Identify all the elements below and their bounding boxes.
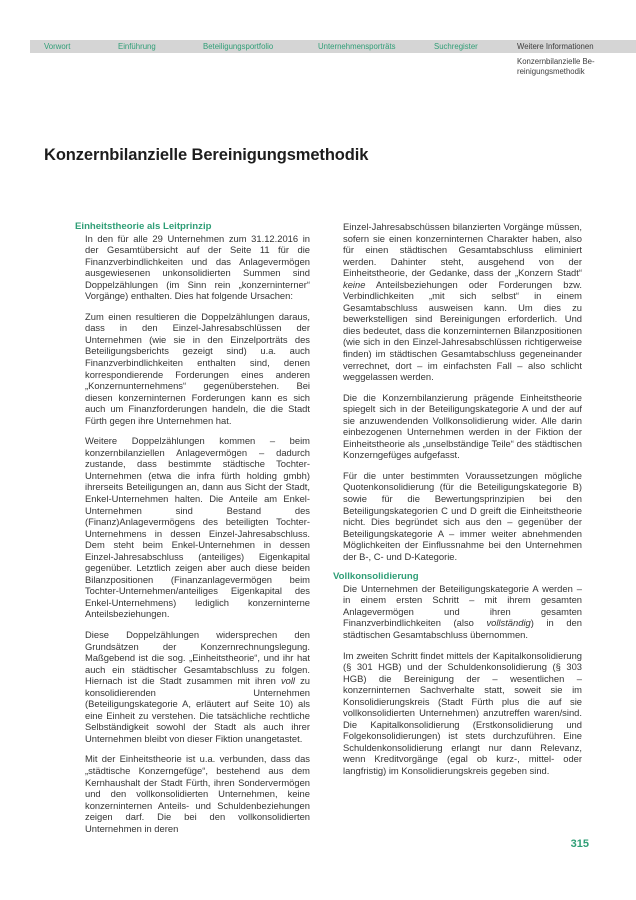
breadcrumb-line-1: Konzernbilanzielle Be- xyxy=(517,57,595,66)
body-paragraph: Für die unter bestimmten Voraussetzungen mögliche Quotenkonsolidierung (für die Beteiligungskategorie B) sowie für die Bewertungsprinzipien bei den Beteiligungskategorien C und D greift die Einheitstheorie nicht. Dies begründet sich aus den – gegenüber der Beteiligungskategorie A – immer weiter abnehmenden Möglichkeiten der Einflussnahme bei den Unternehmen der B-, C- und D-Kategorie. xyxy=(343,469,582,562)
right-column xyxy=(333,221,582,843)
text-columns xyxy=(75,221,582,843)
body-paragraph: Zum einen resultieren die Doppelzählungen daraus, dass in den Einzel-Jahresabschlüssen der Unternehmen (wie sie in den Einzelporträts des Beteiligungsberichts gezeigt sind) u.a. auch Finanzverbindlichkeiten enthalten sind, denen korrespondierende Forderungen eines anderen „Konzernunternehmens“ gegenüberstehen. Bei diesen konzerninternen Forderungen kann es sich auch um Finanzforderungen handeln, die die Stadt Fürth gegen ihre Unternehmen hat. xyxy=(85,310,310,426)
body-paragraph: Die die Konzernbilanzierung prägende Einheitstheorie spiegelt sich in der Beteiligungskategorie A und der auf sie anzuwendenden Vollkonsolidierung wider. Alle darin einbezogenen Unternehmen werden in der Fiktion der Einheitstheorie als „unselbständige Teile“ des städtischen Konzerngefüges aufgefasst. xyxy=(343,391,582,461)
nav-item-beteiligungsportfolio[interactable]: Beteiligungsportfolio xyxy=(203,42,274,51)
heading-einheitstheorie: Einheitstheorie als Leitprinzip xyxy=(75,221,212,232)
page-title: Konzernbilanzielle Bereinigungsmethodik xyxy=(44,146,369,164)
left-column xyxy=(75,221,310,843)
nav-item-vorwort[interactable]: Vorwort xyxy=(44,42,71,51)
body-paragraph: Mit der Einheitstheorie ist u.a. verbunden, dass das „städtische Konzerngefüge“, bestehend aus dem Kernhaushalt der Stadt Fürth, ihren Sondervermögen und den vollkonsolidierten Unternehmen, keine konzerninternen Anteils- und Schuldenbeziehungen zeigen darf. Die bei den vollkonsolidierten Unternehmen in deren xyxy=(85,753,310,834)
body-paragraph: Einzel-Jahresabschüssen bilanzierten Vorgänge müssen, sofern sie einen konzerninternen Charakter haben, also für einen städtischen Gesamtabschluss eliminiert werden. Dahinter steht, ausgehend von der Einheitstheorie, der Gedanke, dass der „Konzern Stadt“ keine Anteilsbeziehungen oder Forderungen bzw. Verbindlichkeiten „mit sich selbst“ in einem Gesamtabschluss ausweisen kann. Um dies zu bewerkstelligen sind Bereinigungen erforderlich. Und dies bedeutet, dass die konzerninternen Bilanzpositionen (wie sich in den Einzel-Jahresabschlüssen richtigerweise finden) im städtischen Gesamtabschluss gegeneinander verrechnet, dort – im einfachsten Fall – also schlicht weggelassen werden. xyxy=(343,221,582,383)
body-paragraph: Im zweiten Schritt findet mittels der Kapitalkonsolidierung (§ 301 HGB) und der Schuldenkonsolidierung (§ 303 HGB) die Bereinigung der – wesentlichen – konzerninternen Sachverhalte statt, soweit sie im Konsolidierungskreis (Stadt Fürth plus die auf sie vollkonsolidierten Unternehmen) anzutreffen waren/sind. Die Kapitalkonsolidierung (Erstkonsolidierung und Folgekonsolidierungen) ist stets durchzuführen. Eine Schuldenkonsolidierung erlangt nur dann Relevanz, wenn Kreditvorgänge (egal ob kurz-, mittel- oder langfristig) im Konsolidierungskreis gegeben sind. xyxy=(343,649,582,777)
breadcrumb-line-2: reinigungsmethodik xyxy=(517,66,585,76)
page-number: 315 xyxy=(570,838,589,850)
section-breadcrumb xyxy=(517,57,627,76)
nav-item-weitere-informationen[interactable]: Weitere Informationen xyxy=(517,42,594,51)
nav-item-suchregister[interactable]: Suchregister xyxy=(434,42,478,51)
nav-item-einfuehrung[interactable]: Einführung xyxy=(118,42,156,51)
heading-vollkonsolidierung: Vollkonsolidierung xyxy=(333,571,419,583)
body-paragraph: In den für alle 29 Unternehmen zum 31.12.2016 in der Gesamtübersicht auf der Seite 11 für die Finanzverbindlichkeiten und das Anlagevermögen ausgewiesenen unkonsolidierten Summen sind Doppelzählungen (im Sinn rein „konzerninterner“ Vorgänge) enthalten. Dies hat folgende Ursachen: xyxy=(85,232,310,302)
body-paragraph: Die Unternehmen der Beteiligungskategorie A werden – in einem ersten Schritt – mit ihrem gesamten Anlagevermögen und ihren gesamten Finanzverbindlichkeiten (also vollständig) in den städtischen Gesamtabschluss übernommen. xyxy=(343,582,582,640)
nav-item-unternehmensportraets[interactable]: Unternehmensporträts xyxy=(318,42,396,51)
top-nav-bar xyxy=(30,40,636,53)
body-paragraph: Diese Doppelzählungen widersprechen den Grundsätzen der Konzernrechnungslegung. Maßgebend ist die sog. „Einheitstheorie“, und ihr hat auch ein städtischer Gesamtabschluss zu folgen. Hiernach ist die Stadt zusammen mit ihren voll zu konsolidierenden Unternehmen (Beteiligungskategorie A, erläutert auf Seite 10) als eine Einheit zu verstehen. Die tatsächliche rechtliche Selbständigkeit sowohl der Stadt als auch ihrer Unternehmen bleibt von dieser Fiktion unangetastet. xyxy=(85,629,310,744)
body-paragraph: Weitere Doppelzählungen kommen – beim konzernbilanziellen Anlagevermögen – dadurch zustande, dass bestimmte städtische Tochter-Unternehmen (etwa die infra fürth holding gmbh) ihrerseits Beteiligungen an, dann aus Sicht der Stadt, Enkel-Unternehmen halten. Die Anteile am Enkel-Unternehmen sind Bestand des (Finanz)Anlagevermögens des beteiligten Tochter-Unternehmens in dessen Einzel-Jahresabschluss. Dem steht beim Enkel-Unternehmen in dessen Einzel-Jahresabschluss (anteiliges) Eigenkapital gegenüber. Letztlich zeigen aber auch diese beiden Bilanzpositionen (Finanzanlagevermögen beim Tochter-Unternehmen/anteiliges Eigenkapital des Enkel-Unternehmens) lediglich konzerninterne Anteilsbeziehungen. xyxy=(85,435,310,620)
